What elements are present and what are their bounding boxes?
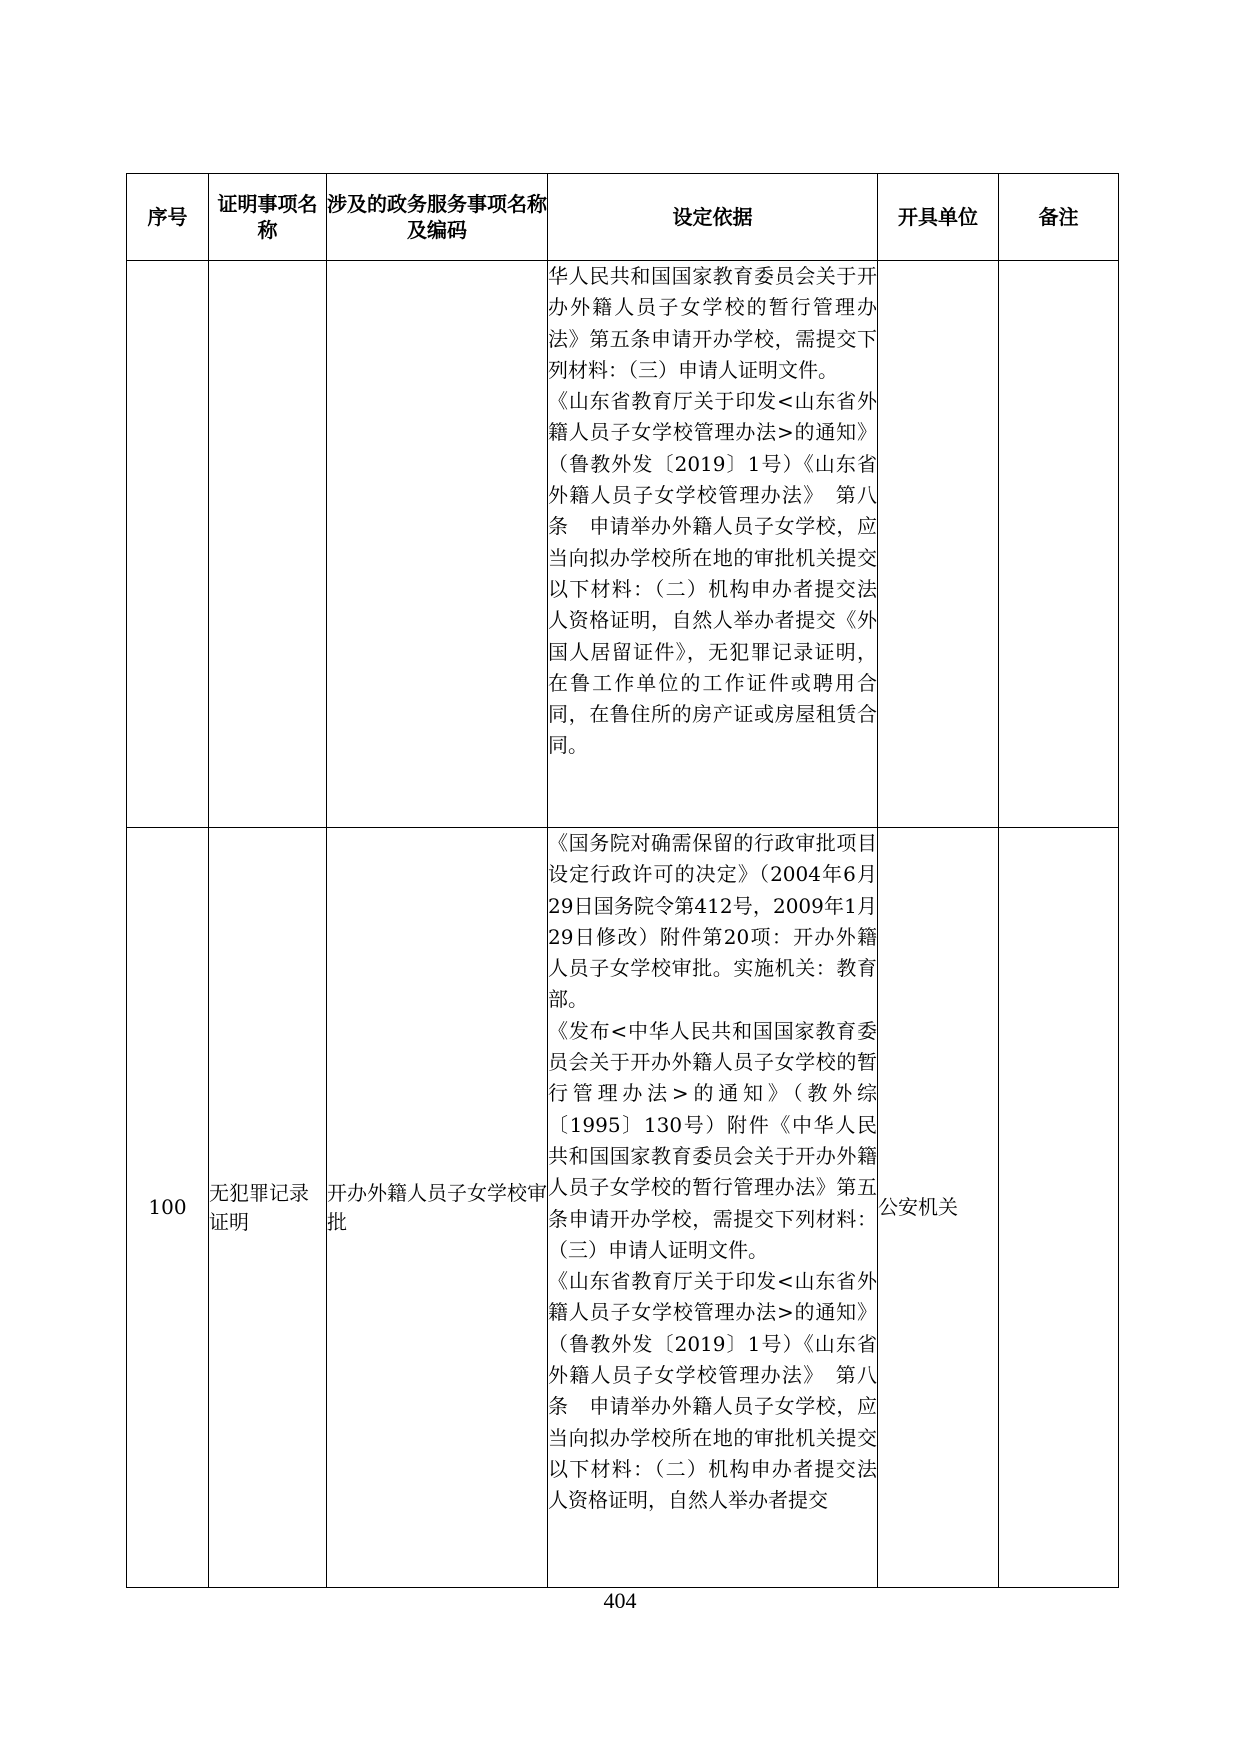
certificate-table	[126, 173, 1119, 1588]
cell-service	[327, 261, 548, 828]
cell-remark	[999, 261, 1119, 828]
header-row	[127, 174, 1119, 261]
cell-cert-name	[209, 261, 327, 828]
header-basis: 设定依据	[548, 174, 878, 261]
cell-basis	[548, 261, 878, 828]
header-service: 涉及的政务服务事项名称及编码	[327, 174, 548, 261]
basis-paragraph: 《国务院对确需保留的行政审批项目设定行政许可的决定》（2004年6月29日国务院令第412号，2009年1月29日修改）附件第20项：开办外籍人员子女学校审批。实施机关：教育部。	[548, 831, 877, 1012]
header-issuer: 开具单位	[878, 174, 999, 261]
cell-remark	[999, 828, 1119, 1588]
basis-paragraph: 《发布<中华人民共和国国家教育委员会关于开办外籍人员子女学校的暂行管理办法>的通知》（教外综〔1995〕130号）附件《中华人民共和国国家教育委员会关于开办外籍人员子女学校的暂行管理办法》第五条申请开办学校，需提交下列材料：（三）申请人证明文件。	[548, 1018, 877, 1262]
table-row	[127, 828, 1119, 1588]
cell-issuer: 公安机关	[878, 828, 999, 1588]
header-cert-name: 证明事项名称	[209, 174, 327, 261]
cell-issuer	[878, 261, 999, 828]
cell-seq	[127, 261, 209, 828]
header-remark: 备注	[999, 174, 1119, 261]
cell-basis	[548, 828, 878, 1588]
header-seq: 序号	[127, 174, 209, 261]
page-number: 404	[603, 1588, 637, 1613]
cell-service: 开办外籍人员子女学校审批	[327, 828, 548, 1588]
basis-paragraph: 《山东省教育厅关于印发<山东省外籍人员子女学校管理办法>的通知》（鲁教外发〔2019〕1号）《山东省外籍人员子女学校管理办法》 第八条 申请举办外籍人员子女学校，应当向拟办学校所在地的审批机关提交以下材料：（二）机构申办者提交法人资格证明，自然人举办者提交	[548, 1269, 877, 1513]
basis-paragraph: 《山东省教育厅关于印发<山东省外籍人员子女学校管理办法>的通知》（鲁教外发〔2019〕1号）《山东省外籍人员子女学校管理办法》 第八条 申请举办外籍人员子女学校，应当向拟办学校所在地的审批机关提交以下材料：（二）机构申办者提交法人资格证明，自然人举办者提交《外国人居留证件》，无犯罪记录证明，在鲁工作单位的工作证件或聘用合同，在鲁住所的房产证或房屋租赁合同。	[548, 389, 877, 758]
table-row	[127, 261, 1119, 828]
basis-paragraph: 华人民共和国国家教育委员会关于开办外籍人员子女学校的暂行管理办法》第五条申请开办学校，需提交下列材料：（三）申请人证明文件。	[548, 264, 877, 382]
cell-cert-name: 无犯罪记录证明	[209, 828, 327, 1588]
cell-seq: 100	[127, 828, 209, 1588]
